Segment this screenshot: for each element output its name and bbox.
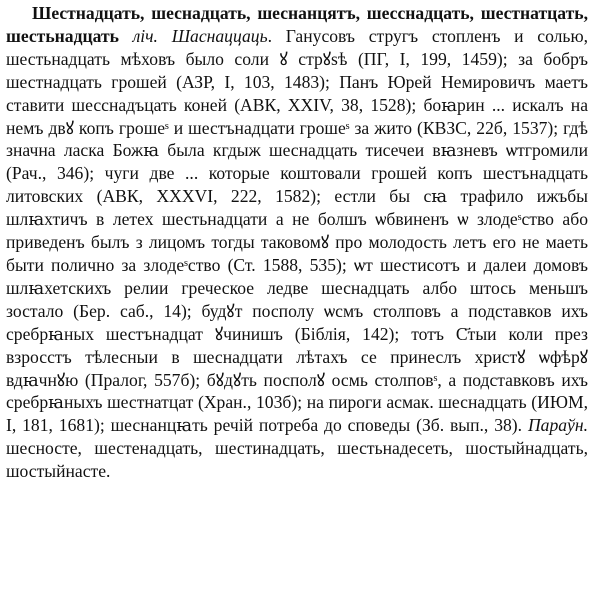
grammar-label: лiч. bbox=[132, 25, 158, 46]
variant-form: Шаснаццаць bbox=[171, 25, 268, 46]
parallel-label: Параўн. bbox=[527, 415, 588, 436]
dictionary-entry bbox=[6, 2, 588, 483]
entry-parallels: шесносте, шестенадцать, шестинадцать, шестьнадесеть, шостыйнадцать, шостыйнасте. bbox=[6, 438, 588, 482]
entry-body: . Ганусовъ стругъ стопленъ и солью, шестьнадцать мѣховъ было соли ꙋ стрꙋѕѣ (ПГ, I, 199, 1459); за бобръ шестнадцать грошей (АЗР, I, 103, 1483); Панъ Юрей Немировичъ маетъ ставити шесснадъцать коней (АВК, XXIV, 38, 1528); боꙗрин ... искалъ на немъ двꙋ копъ грошеˢ и шестънадцати грошеˢ за жито (КВЗС, 22б, 1537); гдѣ значна ласка Божꙗ была кгдыж шеснадцать тисечеи вꙗзневъ ѡтгромили (Рач., 346); чуги две ... которые коштовали грошей копъ шестънадцать литовских (АВК, XXXVI, 222, 1582); естли бы сꙗ трафило ижъбы шлꙗхтичъ в летех шестьнадцати а не болшъ ѡбвиненъ ѡ злодеˢство або приведенъ былъ з лицомъ тогды таковомꙋ про молодость летъ его не маеть быти полично за злодеˢство (Ст. 1588, 535); ѡт шестисотъ и далеи домовъ шлꙗхетскихъ релии греческое ледве шеснадцать албо штось меньшъ зостало (Бер. саб., 14); будꙋт посполу ѡсмъ столповъ а подставков ихъ сребрꙗных шестънадцат ꙋчинишъ (Біблія, 142); тотъ С҃тыи коли през взросстъ тѣлесныи в шеснадцати лѣтахъ се принеслъ христꙋ ѡфѣрꙋ вдꙗчнꙋю (Пралог, 557б); бꙋдꙋть посполꙋ осмь столповˢ, а подставковъ ихъ сребрꙗныхъ шестнатцат (Хран., 103б); на пироги асмак. шеснадцать (ИЮМ, I, 181, 1681); шеснанцꙗть речiй потреба до споведы (Зб. вып., 38). bbox=[6, 25, 588, 436]
entry-headwords: Шестнадцать, шеснадцать, шеснанцятъ, шесснадцать, шестнатцать, шестьнадцать bbox=[6, 3, 588, 46]
